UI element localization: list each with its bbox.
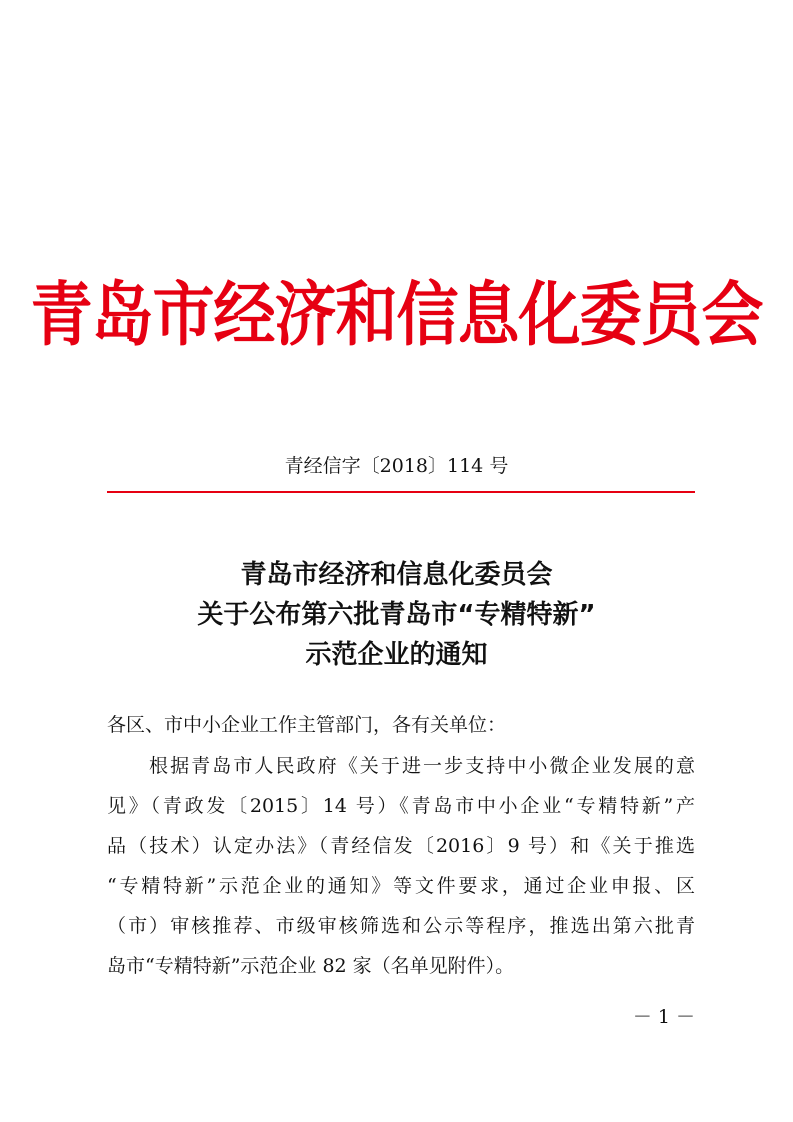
body-line-1: 根据青岛市人民政府《关于进一步支持中小微企业发展的意 — [149, 755, 695, 777]
body-line-4: “专精特新”示范企业的通知》等文件要求，通过企业申报、区 — [107, 875, 695, 897]
notice-title-line-3: 示范企业的通知 — [305, 640, 488, 670]
page-number: － 1 － — [632, 1006, 695, 1028]
red-separator-line — [107, 491, 695, 493]
body-paragraph — [107, 746, 695, 986]
body-line-5: （市）审核推荐、市级审核筛选和公示等程序，推选出第六批青 — [107, 915, 695, 937]
body-line-6: 岛市“专精特新”示范企业 82 家（名单见附件）。 — [107, 955, 515, 977]
body-line-3: 品（技术）认定办法》（青经信发〔2016〕9 号）和《关于推选 — [107, 835, 695, 857]
agency-masthead-title: 青岛市经济和信息化委员会 — [30, 273, 763, 356]
notice-title-line-1: 青岛市经济和信息化委员会 — [240, 560, 553, 590]
notice-title — [0, 555, 793, 675]
body-line-2: 见》（青政发〔2015〕14 号）《青岛市中小企业“专精特新”产 — [107, 795, 695, 817]
document-number: 青经信字〔2018〕114 号 — [284, 455, 509, 477]
salutation: 各区、市中小企业工作主管部门，各有关单位： — [107, 714, 507, 736]
notice-title-line-2: 关于公布第六批青岛市“专精特新” — [197, 600, 596, 630]
